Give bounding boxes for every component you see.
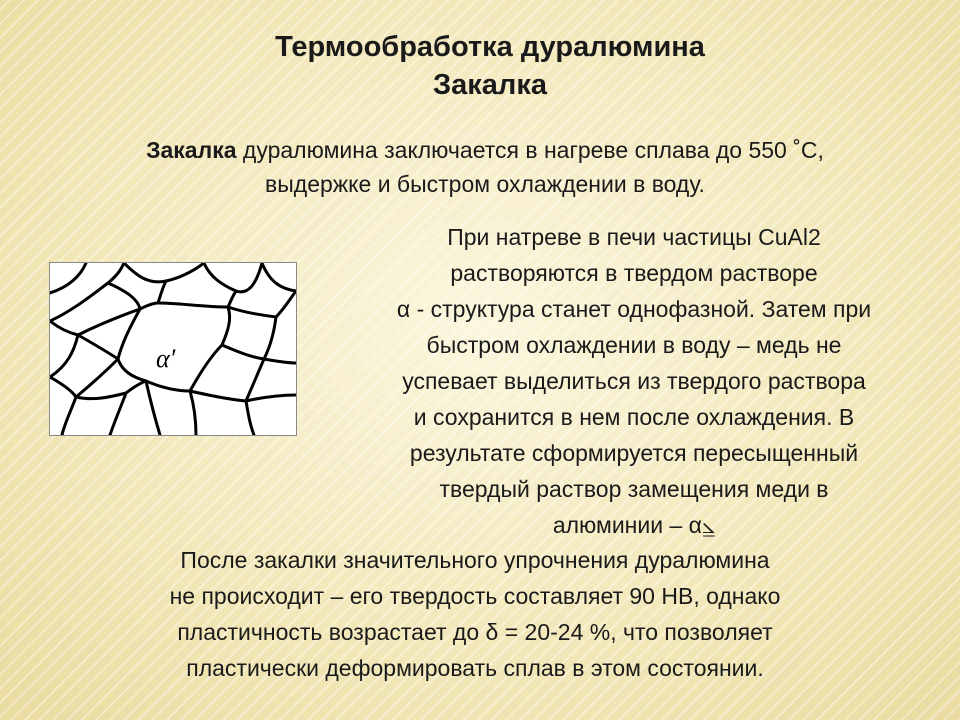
description-line-5: успевает выделиться из твердого раствора: [402, 368, 866, 394]
description-line-1: При натреве в печи частицы CuAl2: [447, 224, 821, 250]
description-line-9: алюминии – α⦥: [552, 512, 716, 538]
description-line-2: растворяются в твердом растворе: [450, 260, 818, 286]
microstructure-figure: [49, 262, 297, 436]
description-line-8: твердый раствор замещения меди в: [439, 476, 829, 502]
phase-label: α′: [156, 344, 176, 373]
intro-bold-term: Закалка: [146, 137, 237, 163]
intro-line-2: выдержке и быстром охлаждении в воду.: [265, 171, 705, 197]
conclusion-line-2: не происходит – его твердость составляет 90 НВ, однако: [169, 583, 781, 609]
title-line-2: Закалка: [432, 69, 547, 101]
description-line-6: и сохранится в нем после охлаждения. В: [413, 404, 855, 430]
description-line-7: результате сформируется пересыщенный: [409, 440, 859, 466]
title-line-1: Термообработка дуралюмина: [275, 31, 705, 63]
intro-line-1: [40, 133, 930, 167]
grain-structure-drawing: [50, 263, 296, 435]
intro-paragraph: [40, 133, 930, 201]
description-line-3: α - структура станет однофазной. Затем при: [396, 296, 872, 322]
conclusion-line-4: пластически деформировать сплав в этом состоянии.: [186, 655, 764, 681]
description-line-4: быстром охлаждении в воду – медь не: [426, 332, 842, 358]
conclusion-line-1: После закалки значительного упрочнения дуралюмина: [180, 547, 770, 573]
after-quenching-paragraph: [30, 542, 920, 686]
slide-title: [0, 28, 960, 104]
conclusion-line-3: пластичность возрастает до δ = 20-24 %, что позволяет: [177, 619, 773, 645]
intro-line-1-text: дуралюмина заключается в нагреве сплава до 550 ˚С,: [236, 137, 824, 163]
quenching-description: [328, 219, 940, 543]
